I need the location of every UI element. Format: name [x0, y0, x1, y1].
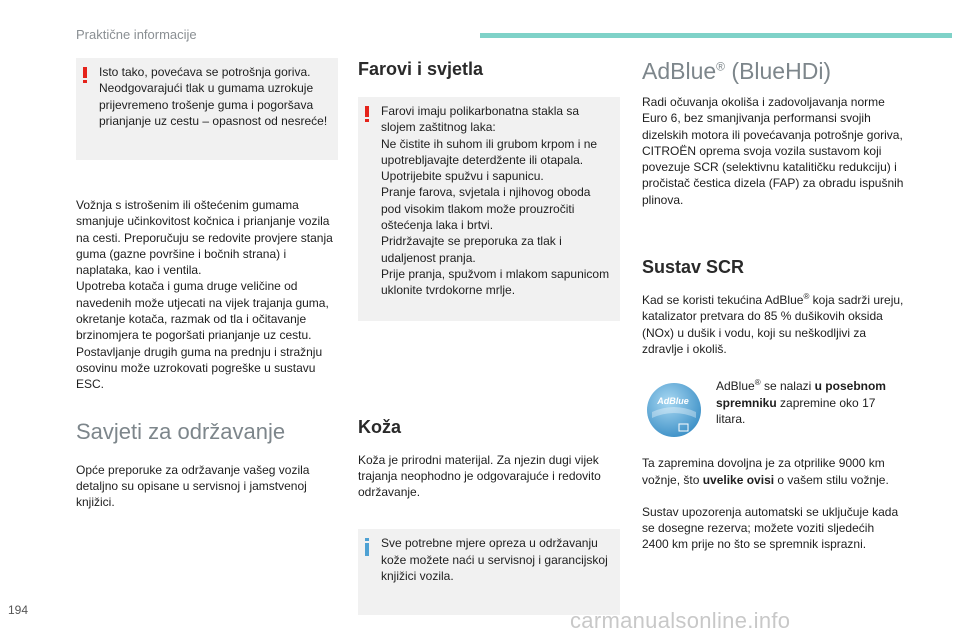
page-number: 194: [8, 603, 29, 617]
left-column: [76, 58, 338, 510]
adblue-icon-label: AdBlue: [657, 396, 689, 407]
lights-note-line: Pridržavajte se preporuka za tlak i udaljenost pranja.: [381, 234, 562, 265]
adblue-title-suffix: (BlueHDi): [725, 58, 832, 84]
range-text-b: o vašem stilu vožnje.: [774, 472, 889, 487]
lights-title: Farovi i svjetla: [358, 59, 484, 79]
warning-exclamation-icon: [83, 67, 87, 83]
section-header-bar: [480, 33, 952, 38]
tank-text-a: AdBlue: [716, 379, 755, 394]
scr-text-b: koja sadrži ureju, katalizator pretvara do 85 % dušikovih oksida (NOx) u dušik i vodu, koji su neškodljivi za zdravlje i okoliš.: [642, 293, 904, 356]
warning-exclamation-icon: [365, 106, 369, 122]
leather-info-note: [358, 529, 620, 615]
leather-title: Koža: [358, 416, 402, 437]
tank-mark: ®: [754, 378, 761, 388]
range-text-a: Ta zapremina dovoljna je za otprilike 9000 km vožnje, što: [642, 456, 885, 487]
tank-text-b: se nalazi: [760, 379, 815, 394]
watermark-text: carmanualsonline.info: [570, 608, 791, 633]
leather-info-text: Sve potrebne mjere opreza u održavanju kože možete naći u servisnoj i garancijskoj knjižici vozila.: [381, 536, 608, 584]
scr-text-a: Kad se koristi tekućina AdBlue: [642, 293, 804, 308]
tyre-warning-note: [76, 58, 338, 160]
lights-note-line: Prije pranja, spužvom i mlakom sapunicom uklonite tvrdokorne mrlje.: [381, 266, 610, 298]
tank-text-c: zapremine oko 17 litara.: [716, 395, 876, 426]
adblue-tank-row: [642, 378, 904, 446]
range-paragraph: [642, 455, 904, 488]
right-column: [642, 58, 904, 553]
leather-paragraph: Koža je prirodni materijal. Za njezin dugi vijek trajanja neophodno je odgovarajuće i redovito održavanje.: [358, 452, 601, 500]
scr-paragraph: [642, 292, 904, 357]
adblue-title-mark: ®: [716, 59, 726, 74]
scr-title: Sustav SCR: [642, 257, 745, 278]
section-header-label: Praktične informacije: [76, 27, 197, 42]
range-bold: uvelike ovisi: [702, 472, 775, 487]
warning-system-paragraph: Sustav upozorenja automatski se uključuje kada se dosegne rezerva; možete voziti sljedećih 2400 km prije no što se spremnik isprazni.: [642, 504, 899, 552]
lights-note-line: Pranje farova, svjetala i njihovog oboda pod visokim tlakom može prouzročiti oštećenja laka i brtvi.: [381, 185, 591, 233]
scr-mark: ®: [803, 292, 810, 302]
wheel-paragraph: Upotreba kotača i guma druge veličine od navedenih može utjecati na vijek trajanja guma, okretanje kotača, razmak od tla i očitavanje brzinomjera te pogoršati prianjanje uz cestu.: [76, 279, 329, 343]
info-icon: [365, 538, 369, 554]
axle-paragraph: Postavljanje drugih guma na prednju i stražnju osovinu može uzrokovati pogreške u sustavu ESC.: [76, 344, 323, 392]
middle-column: [358, 58, 620, 615]
adblue-tank-icon: [646, 382, 702, 438]
adblue-tank-text: [716, 378, 906, 427]
maintenance-title: Savjeti za održavanje: [76, 418, 286, 444]
adblue-title: [642, 58, 904, 84]
lights-note-line: Ne čistite ih suhom ili grubom krpom i ne upotrebljavajte deterdžente ili otapala.: [381, 136, 598, 167]
tyre-warning-text: Isto tako, povećava se potrošnja goriva. Neodgovarajući tlak u gumama uzrokuje prijevremeno trošenje guma i pogoršava prianjanje uz cestu – opasnost od nesreće!: [99, 65, 328, 128]
maintenance-paragraph: Opće preporuke za održavanje vašeg vozila detaljno su opisane u servisnoj i jamstvenoj knjižici.: [76, 462, 310, 510]
lights-note-line: Farovi imaju polikarbonatna stakla sa slojem zaštitnog laka:: [381, 104, 580, 135]
adblue-title-text: AdBlue: [642, 58, 717, 84]
adblue-intro-paragraph: Radi očuvanja okoliša i zadovoljavanja norme Euro 6, bez smanjivanja performansi svojih dizelskih motora ili povećavanja potrošnje goriva, CITROËN oprema svoja vozila sustavom koji povezuje SCR (selektivnu katalitičku redukciju) i pročistač čestica dizela (FAP) za obradu ispušnih plinova.: [642, 95, 904, 207]
tank-bold: u posebnom spremniku: [716, 379, 886, 410]
lights-note-line: Upotrijebite spužvu i sapunicu.: [381, 169, 544, 184]
tyre-paragraph: Vožnja s istrošenim ili oštećenim gumama smanjuje učinkovitost kočnica i prianjanje vozila na cesti. Preporučuju se redovite provjere stanja guma (gazne površine i bočnih strana) i naplataka, kao i ventila.: [76, 198, 333, 278]
lights-warning-note: [358, 97, 620, 321]
